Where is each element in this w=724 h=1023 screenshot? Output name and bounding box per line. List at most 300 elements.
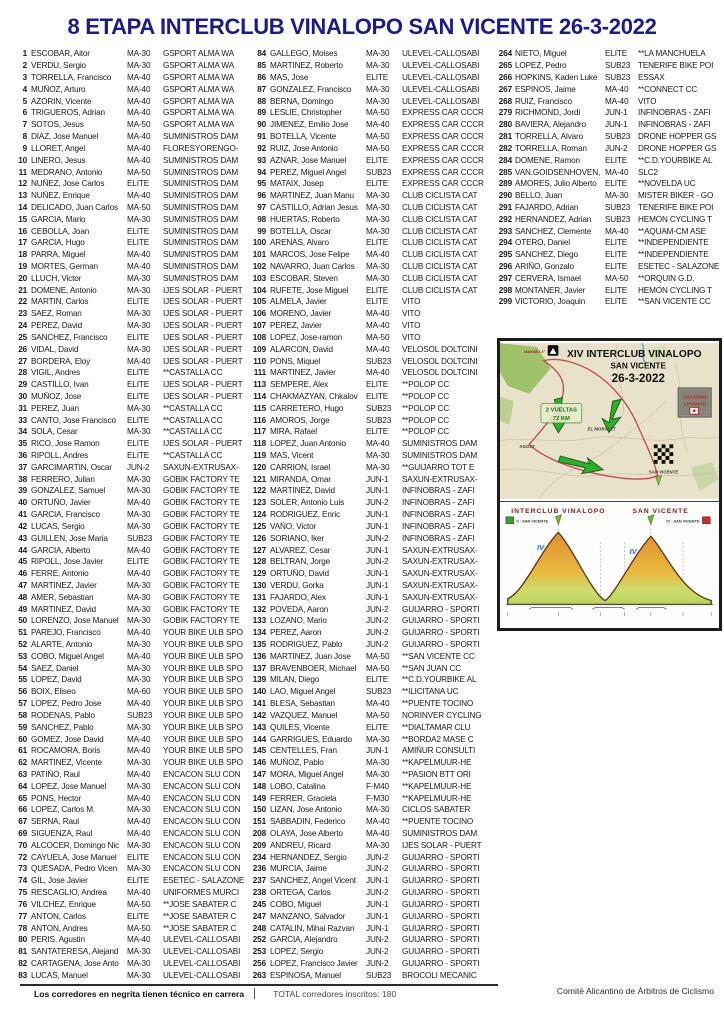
rider-team: IJES SOLAR - PUERT: [163, 332, 243, 342]
rider-row: [497, 60, 721, 72]
rider-cat: JUN-2: [366, 533, 389, 543]
place-label-agost: AGOST: [519, 444, 536, 450]
rider-name: SOTOS, Jesus: [31, 120, 84, 130]
rider-num: 132: [252, 604, 266, 614]
rider-row: [249, 391, 495, 403]
rider-name: CANTO, Jose Francisco: [31, 415, 116, 425]
rider-row: [10, 733, 248, 745]
rider-row: [249, 320, 495, 332]
rider-cat: MA-50: [127, 120, 151, 130]
rider-name: RIPOLL, Andres: [31, 451, 89, 461]
rider-row: [497, 213, 721, 225]
rider-cat: JUN-2: [366, 557, 389, 567]
rider-num: 128: [252, 557, 266, 567]
rider-cat: MA-50: [366, 710, 390, 720]
rider-team: INFINOBRAS - ZAFI: [402, 533, 475, 543]
rider-row: [10, 461, 248, 473]
bold-riders-note: Los corredores en negrita tienen técnico en carrera: [34, 989, 245, 999]
rider-row: [249, 627, 495, 639]
rider-cat: JUN-2: [366, 935, 389, 945]
rider-num: 234: [252, 852, 266, 862]
rider-name: COBO, Miguel: [270, 899, 321, 909]
rider-num: 58: [18, 710, 27, 720]
rider-team: ENCACON SLU CON: [163, 781, 241, 791]
rider-row: [10, 166, 248, 178]
rider-name: PONS, Hector: [31, 793, 82, 803]
rider-num: 82: [18, 958, 27, 968]
rider-num: 19: [18, 262, 27, 272]
rider-num: 23: [18, 309, 27, 319]
rider-team: GUIJARRO - SPORTI: [402, 628, 480, 638]
rider-cat: MA-30: [127, 592, 151, 602]
rider-num: 121: [252, 474, 266, 484]
rider-row: [10, 308, 248, 320]
rider-num: 77: [18, 911, 27, 921]
rider-cat: MA-40: [605, 226, 629, 236]
rider-name: OTERO, Daniel: [515, 238, 570, 248]
elevation-profile: [500, 501, 719, 628]
rider-num: 38: [18, 474, 27, 484]
rider-team: IJES SOLAR - PUERT: [163, 285, 243, 295]
course-map-panel: [497, 338, 722, 631]
rider-row: [249, 532, 495, 544]
rider-name: GIL, Jose Javier: [31, 876, 88, 886]
rider-team: **NOVELDA UC: [638, 179, 696, 189]
rider-team: YOUR BIKE ULB SPO: [163, 687, 243, 697]
rider-name: SANCHEZ, Diego: [515, 250, 578, 260]
rider-team: GSPORT ALMA WA: [163, 49, 235, 59]
rider-name: VICTORIO, Joaquin: [515, 297, 586, 307]
rider-team: YOUR BIKE ULB SPO: [163, 628, 243, 638]
rider-cat: MA-40: [127, 132, 151, 142]
rider-cat: MA-50: [605, 273, 629, 283]
rider-cat: MA-30: [127, 758, 151, 768]
rider-cat: ELITE: [127, 415, 150, 425]
rider-num: 105: [252, 297, 266, 307]
rider-cat: MA-40: [127, 628, 151, 638]
rider-row: [249, 261, 495, 273]
rider-team: **PUENTE TOCINO: [402, 817, 474, 827]
rider-num: 46: [18, 569, 27, 579]
rider-name: GUILLEN, Jose Maria: [31, 533, 108, 543]
rider-num: 56: [18, 687, 27, 697]
rider-cat: JUN-2: [366, 888, 389, 898]
rider-row: [10, 969, 248, 981]
rider-num: 289: [498, 179, 512, 189]
rider-row: [10, 225, 248, 237]
rider-team: **KAPELMUUR-HE: [402, 793, 472, 803]
rider-name: TORRELLA, Roman: [515, 143, 587, 153]
rider-team: FLORESYORENGO-: [163, 143, 239, 153]
rider-team: SAXUN-EXTRUSAX-: [402, 580, 478, 590]
rider-name: MARTIN, Carlos: [31, 297, 89, 307]
rider-name: LOBO, Catalina: [270, 781, 326, 791]
rider-row: [10, 910, 248, 922]
mountain-icon: [548, 345, 559, 356]
rider-team: GOBIK FACTORY TE: [163, 592, 240, 602]
rider-cat: JUN-1: [366, 592, 389, 602]
rider-num: 26: [18, 344, 27, 354]
rider-row: [10, 710, 248, 722]
rider-team: GUIJARRO - SPORTI: [402, 640, 480, 650]
riders-column-3: [497, 48, 721, 308]
rider-row: [249, 166, 495, 178]
rider-num: 33: [18, 415, 27, 425]
rider-cat: ELITE: [605, 155, 628, 165]
rider-team: GUIJARRO - SPORTI: [402, 876, 480, 886]
rider-num: 264: [498, 49, 512, 59]
rider-team: ENCACON SLU CON: [163, 852, 241, 862]
footer: [20, 984, 498, 999]
rider-num: 108: [252, 332, 266, 342]
rider-name: BORDERA, Eloy: [31, 356, 91, 366]
rider-row: [249, 178, 495, 190]
rider-row: [249, 83, 495, 95]
rider-num: 97: [257, 202, 266, 212]
rider-team: **CONNECT CC: [638, 84, 698, 94]
profile-finish-label: 72 - SAN VICENTE: [665, 518, 700, 524]
rider-cat: MA-40: [366, 368, 390, 378]
rider-name: GARCIA, Alejandro: [270, 935, 338, 945]
rider-row: [10, 438, 248, 450]
total-riders-count: TOTAL corredores inscritos: 180: [273, 989, 397, 999]
rider-cat: MA-40: [366, 439, 390, 449]
rider-cat: ELITE: [127, 451, 150, 461]
rider-team: YOUR BIKE ULB SPO: [163, 699, 243, 709]
rider-row: [249, 946, 495, 958]
rider-cat: MA-30: [605, 191, 629, 201]
rider-num: 125: [252, 521, 266, 531]
rider-row: [249, 828, 495, 840]
rider-row: [249, 662, 495, 674]
rider-row: [249, 426, 495, 438]
rider-row: [10, 922, 248, 934]
rider-row: [249, 367, 495, 379]
rider-num: 14: [18, 202, 27, 212]
rider-num: 49: [18, 604, 27, 614]
rider-row: [249, 899, 495, 911]
svg-text:2 VUELTAS: 2 VUELTAS: [545, 407, 577, 414]
rider-team: ULEVEL-CALLOSABI: [402, 96, 480, 106]
rider-num: 297: [498, 273, 512, 283]
rider-row: [10, 190, 248, 202]
rider-name: VAÑO, Victor: [270, 521, 317, 531]
rider-row: [249, 438, 495, 450]
rider-name: VERDU, Sergio: [31, 61, 86, 71]
rider-team: YOUR BIKE ULB SPO: [163, 675, 243, 685]
rider-team: IJES SOLAR - PUERT: [402, 840, 482, 850]
rider-row: [249, 639, 495, 651]
rider-row: [10, 662, 248, 674]
rider-name: SANCHEZ, Clemente: [515, 226, 592, 236]
rider-name: PARRA, Miguel: [31, 250, 86, 260]
rider-team: **ILICITANA UC: [402, 687, 459, 697]
rider-row: [10, 450, 248, 462]
rider-name: LOPEZ, Carlos M.: [31, 805, 96, 815]
rider-row: [10, 249, 248, 261]
rider-row: [10, 343, 248, 355]
rider-row: [249, 650, 495, 662]
rider-num: 12: [18, 179, 27, 189]
rider-cat: MA-50: [127, 923, 151, 933]
rider-num: 118: [253, 439, 266, 449]
rider-team: YOUR BIKE ULB SPO: [163, 640, 243, 650]
rider-row: [10, 509, 248, 521]
rider-num: 72: [18, 852, 27, 862]
rider-num: 7: [22, 120, 27, 130]
rider-team: ULEVEL-CALLOSABI: [163, 947, 241, 957]
rider-name: MUÑOZ, Arturo: [31, 84, 86, 94]
rider-num: 93: [257, 155, 266, 165]
rider-team: SUMINISTROS DAM: [163, 179, 239, 189]
rider-num: 50: [18, 616, 27, 626]
rider-name: HERNANDEZ, Adrian: [515, 214, 592, 224]
svg-text:72 KM: 72 KM: [552, 416, 570, 423]
rider-team: GOBIK FACTORY TE: [163, 486, 240, 496]
rider-team: GUIJARRO - SPORTI: [402, 911, 480, 921]
rider-name: MONTANER, Javier: [515, 285, 586, 295]
rider-num: 133: [252, 616, 266, 626]
rider-name: CASTILLO, Ivan: [31, 380, 89, 390]
rider-name: GONZALEZ, Francisco: [270, 84, 352, 94]
rider-cat: MA-30: [127, 663, 151, 673]
rider-row: [10, 839, 248, 851]
rider-row: [10, 674, 248, 686]
rider-num: 51: [18, 628, 27, 638]
rider-cat: MA-40: [127, 108, 151, 118]
rider-team: GOBIK FACTORY TE: [163, 569, 240, 579]
rider-cat: MA-30: [127, 947, 151, 957]
rider-row: [497, 95, 721, 107]
rider-team: **C.D.YOURBIKE AL: [638, 155, 713, 165]
rider-row: [249, 887, 495, 899]
rider-team: UNIFORMES MURCI: [163, 888, 239, 898]
rider-cat: MA-40: [127, 569, 151, 579]
rider-num: 89: [257, 108, 266, 118]
rider-cat: ELITE: [127, 439, 150, 449]
rider-cat: MA-30: [127, 675, 151, 685]
rider-team: GUIJARRO - SPORTI: [402, 604, 480, 614]
rider-name: MAS, Vicent: [270, 451, 314, 461]
rider-team: SAXUN-EXTRUSAX-: [163, 462, 239, 472]
rider-row: [10, 603, 248, 615]
rider-num: 122: [252, 486, 266, 496]
rider-team: INFINOBRAS - ZAFI: [638, 108, 711, 118]
rider-name: MANZANO, Salvador: [270, 911, 346, 921]
rider-name: CARTAGENA, Jose Anto: [31, 958, 119, 968]
rider-cat: MA-40: [605, 96, 629, 106]
rider-num: 66: [18, 805, 27, 815]
rider-name: ESCOBAR, Steven: [270, 273, 338, 283]
rider-cat: MA-30: [366, 191, 390, 201]
rider-cat: JUN-2: [366, 616, 389, 626]
rider-cat: ELITE: [605, 179, 628, 189]
rider-name: AZNAR, Jose Manuel: [270, 155, 347, 165]
rider-row: [249, 863, 495, 875]
rider-row: [249, 934, 495, 946]
rider-name: FERRERO, Julian: [31, 474, 95, 484]
rider-name: FAJARDO, Alex: [270, 592, 326, 602]
rider-num: 25: [18, 332, 27, 342]
rider-team: IJES SOLAR - PUERT: [163, 391, 243, 401]
rider-team: YOUR BIKE ULB SPO: [163, 663, 243, 673]
rider-row: [10, 721, 248, 733]
rider-num: 86: [257, 73, 266, 83]
rider-team: GSPORT ALMA WA: [163, 96, 235, 106]
rider-name: OLAYA, Jose Alberto: [270, 829, 343, 839]
rider-row: [249, 402, 495, 414]
rider-name: GOMEZ, Jose David: [31, 734, 104, 744]
rider-num: 1: [22, 49, 27, 59]
rider-name: NAVARRO, Juan Carlos: [270, 262, 355, 272]
rider-name: ARENAS, Alvaro: [270, 238, 329, 248]
rider-cat: MA-40: [127, 793, 151, 803]
rider-name: RICO, Jose Ramon: [31, 439, 100, 449]
rider-team: IJES SOLAR - PUERT: [163, 309, 243, 319]
rider-row: [10, 60, 248, 72]
rider-cat: MA-40: [127, 262, 151, 272]
rider-name: NUÑEZ, Jose Carlos: [31, 179, 105, 189]
page-title: 8 ETAPA INTERCLUB VINALOPO SAN VICENTE 26-3-2022: [67, 14, 657, 39]
rider-team: CLUB CICLISTA CAT: [402, 250, 478, 260]
rider-row: [249, 544, 495, 556]
rider-name: LUCAS, Sergio: [31, 521, 85, 531]
rider-team: EXPRESS CAR CCCR: [402, 167, 484, 177]
rider-name: SEMPERE, Alex: [270, 380, 329, 390]
rider-cat: MA-30: [127, 321, 151, 331]
rider-name: BOTELLA, Vicente: [270, 132, 337, 142]
rider-row: [10, 154, 248, 166]
rider-name: MARTINEZ, Javier: [270, 368, 336, 378]
rider-name: AMER, Sebastian: [31, 592, 94, 602]
rider-num: 209: [252, 840, 266, 850]
rider-cat: SUB23: [366, 970, 392, 980]
rider-team: **POLOP CC: [402, 391, 450, 401]
svg-text:LEVANTE: LEVANTE: [683, 402, 706, 408]
rider-num: 94: [257, 167, 266, 177]
rider-name: ARIÑO, Gonzalo: [515, 262, 574, 272]
profile-header-left: INTERCLUB VINALOPO: [511, 507, 606, 515]
rider-row: [497, 249, 721, 261]
rider-row: [249, 910, 495, 922]
rider-team: **LA MANCHUELA: [638, 49, 706, 59]
rider-row: [10, 296, 248, 308]
rider-row: [249, 733, 495, 745]
rider-row: [249, 816, 495, 828]
rider-row: [249, 958, 495, 970]
rider-team: ULEVEL-CALLOSABI: [402, 61, 480, 71]
rider-cat: MA-40: [127, 734, 151, 744]
rider-num: 63: [18, 769, 27, 779]
rider-num: 137: [252, 663, 266, 673]
rider-name: GARCIA, Mario: [31, 214, 86, 224]
rider-cat: MA-30: [127, 403, 151, 413]
rider-row: [10, 816, 248, 828]
rider-team: GUIJARRO - SPORTI: [402, 888, 480, 898]
map-subtitle: SAN VICENTE: [610, 361, 667, 371]
rider-team: GOBIK FACTORY TE: [163, 510, 240, 520]
rider-team: SUMINISTROS DAM: [163, 250, 239, 260]
rider-row: [249, 473, 495, 485]
rider-row: [10, 591, 248, 603]
rider-cat: MA-30: [127, 521, 151, 531]
rider-num: 2: [22, 61, 27, 71]
rider-team: EXPRESS CAR CCCR: [402, 132, 484, 142]
rider-team: SUMINISTROS DAM: [163, 262, 239, 272]
rider-name: MUÑOZ, Jose: [31, 391, 82, 401]
rider-num: 295: [498, 250, 512, 260]
rider-row: [249, 296, 495, 308]
rider-num: 37: [18, 462, 27, 472]
rider-cat: ELITE: [605, 285, 628, 295]
rider-cat: JUN-2: [366, 852, 389, 862]
rider-name: RODRIGUEZ, Pablo: [270, 640, 343, 650]
rider-team: EXPRESS CAR CCCR: [402, 143, 484, 153]
rider-cat: MA-30: [127, 580, 151, 590]
rider-cat: ELITE: [366, 73, 389, 83]
rider-num: 36: [18, 451, 27, 461]
rider-cat: SUB23: [366, 356, 392, 366]
rider-name: TORRELLA, Francisco: [31, 73, 112, 83]
rider-row: [249, 757, 495, 769]
rider-num: 135: [252, 640, 266, 650]
rider-cat: MA-50: [366, 332, 390, 342]
rider-row: [10, 178, 248, 190]
rider-cat: F-M40: [366, 781, 389, 791]
rider-row: [249, 969, 495, 981]
rider-num: 141: [252, 699, 266, 709]
rider-cat: MA-30: [127, 640, 151, 650]
map-title: XIV INTERCLUB VINALOPO: [567, 348, 702, 360]
rider-team: ENCACON SLU CON: [163, 805, 241, 815]
rider-name: ALARCON, David: [270, 344, 333, 354]
rider-team: VITO: [638, 96, 657, 106]
rider-row: [10, 792, 248, 804]
rider-name: TORRELLA, Alvaro: [515, 132, 583, 142]
rider-name: CEBOLLA, Joan: [31, 226, 90, 236]
rider-num: 101: [252, 250, 266, 260]
rider-name: FERRER, Graciela: [270, 793, 337, 803]
rider-row: [10, 95, 248, 107]
rider-row: [10, 355, 248, 367]
rider-row: [249, 355, 495, 367]
rider-num: 9: [22, 143, 27, 153]
rider-team: VITO: [402, 332, 421, 342]
rider-num: 35: [18, 439, 27, 449]
rider-num: 59: [18, 722, 27, 732]
rider-cat: MA-30: [127, 49, 151, 59]
rider-team: SAXUN-EXTRUSAX-: [402, 545, 478, 555]
rider-cat: SUB23: [366, 687, 392, 697]
rider-cat: ELITE: [127, 876, 150, 886]
rider-cat: MA-30: [366, 758, 390, 768]
rider-num: 124: [252, 510, 266, 520]
rider-team: YOUR BIKE ULB SPO: [163, 758, 243, 768]
rider-num: 74: [18, 876, 27, 886]
rider-team: ESETEC - SALAZONE: [163, 876, 245, 886]
rider-num: 146: [252, 758, 266, 768]
rider-row: [497, 131, 721, 143]
rider-num: 151: [252, 817, 266, 827]
rider-name: CERVERA, Ismael: [515, 273, 581, 283]
rider-team: YOUR BIKE ULB SPO: [163, 746, 243, 756]
rider-name: SAEZ, Roman: [31, 309, 82, 319]
rider-num: 96: [257, 191, 266, 201]
rider-team: GSPORT ALMA WA: [163, 61, 235, 71]
rider-cat: MA-40: [127, 84, 151, 94]
rider-name: LAO, Miguel Angel: [270, 687, 336, 697]
rider-cat: MA-40: [605, 167, 629, 177]
